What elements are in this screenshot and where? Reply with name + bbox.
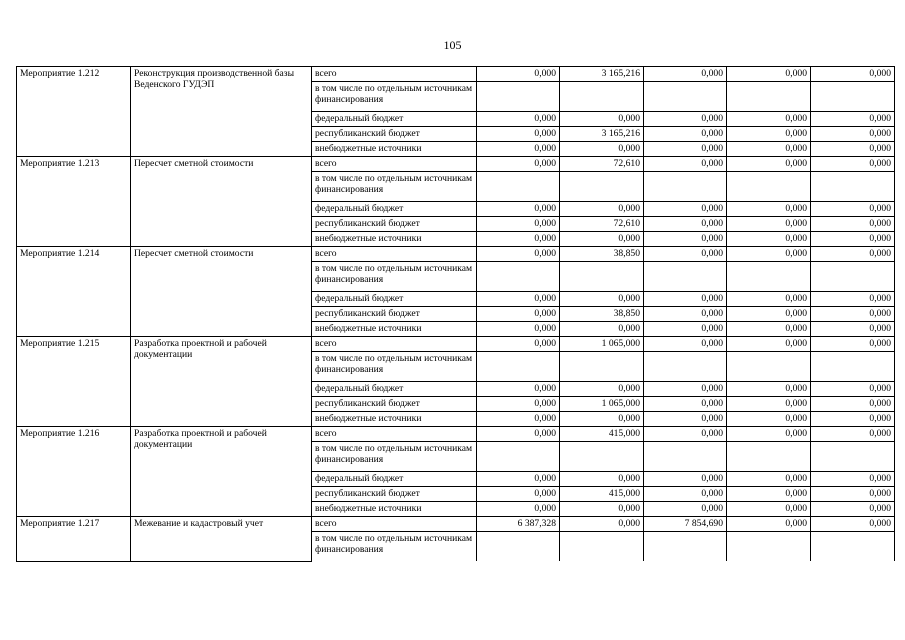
amount-cell: 0,000 <box>811 157 895 172</box>
amount-cell: 0,000 <box>477 487 560 502</box>
amount-cell: 0,000 <box>727 247 811 262</box>
funding-source-cell: всего <box>312 517 477 532</box>
funding-source-cell: в том числе по отдельным источникам финансирования <box>312 262 477 292</box>
amount-cell: 0,000 <box>727 487 811 502</box>
amount-cell: 0,000 <box>727 322 811 337</box>
amount-cell: 0,000 <box>477 472 560 487</box>
amount-cell: 0,000 <box>727 412 811 427</box>
amount-cell: 415,000 <box>560 427 644 442</box>
amount-cell <box>727 442 811 472</box>
amount-cell: 0,000 <box>644 232 727 247</box>
measure-name-cell: Межевание и кадастровый учет <box>131 517 312 562</box>
amount-cell: 0,000 <box>727 397 811 412</box>
amount-cell: 0,000 <box>644 202 727 217</box>
amount-cell <box>727 262 811 292</box>
amount-cell: 1 065,000 <box>560 397 644 412</box>
funding-source-cell: республиканский бюджет <box>312 397 477 412</box>
funding-source-cell: в том числе по отдельным источникам финансирования <box>312 442 477 472</box>
amount-cell: 0,000 <box>477 232 560 247</box>
amount-cell: 0,000 <box>477 202 560 217</box>
funding-source-cell: республиканский бюджет <box>312 307 477 322</box>
budget-table-body <box>17 67 895 562</box>
funding-source-cell: всего <box>312 67 477 82</box>
amount-cell: 3 165,216 <box>560 67 644 82</box>
amount-cell: 6 387,328 <box>477 517 560 532</box>
amount-cell <box>477 352 560 382</box>
amount-cell <box>644 82 727 112</box>
amount-cell: 0,000 <box>727 217 811 232</box>
amount-cell: 0,000 <box>560 322 644 337</box>
funding-source-cell: в том числе по отдельным источникам финансирования <box>312 172 477 202</box>
amount-cell: 0,000 <box>811 322 895 337</box>
table-row <box>17 67 895 82</box>
amount-cell: 0,000 <box>727 142 811 157</box>
amount-cell: 0,000 <box>560 142 644 157</box>
amount-cell: 0,000 <box>727 112 811 127</box>
amount-cell: 0,000 <box>644 307 727 322</box>
amount-cell: 0,000 <box>811 142 895 157</box>
amount-cell: 0,000 <box>811 397 895 412</box>
amount-cell <box>727 82 811 112</box>
amount-cell: 0,000 <box>811 307 895 322</box>
amount-cell: 0,000 <box>727 382 811 397</box>
funding-source-cell: внебюджетные источники <box>312 412 477 427</box>
page-number: 105 <box>443 38 462 52</box>
amount-cell: 0,000 <box>727 232 811 247</box>
amount-cell <box>560 442 644 472</box>
amount-cell <box>644 262 727 292</box>
amount-cell <box>811 262 895 292</box>
funding-source-cell: федеральный бюджет <box>312 472 477 487</box>
amount-cell: 7 854,690 <box>644 517 727 532</box>
amount-cell <box>560 352 644 382</box>
amount-cell: 0,000 <box>811 67 895 82</box>
amount-cell <box>560 82 644 112</box>
amount-cell: 0,000 <box>644 382 727 397</box>
table-row <box>17 337 895 352</box>
amount-cell: 0,000 <box>727 502 811 517</box>
amount-cell: 0,000 <box>811 127 895 142</box>
measure-name-cell: Реконструкция производственной базы Веденского ГУДЭП <box>131 67 312 157</box>
amount-cell: 0,000 <box>477 247 560 262</box>
amount-cell: 0,000 <box>644 157 727 172</box>
amount-cell: 0,000 <box>560 517 644 532</box>
amount-cell: 0,000 <box>644 337 727 352</box>
amount-cell: 0,000 <box>727 337 811 352</box>
amount-cell <box>727 532 811 562</box>
measure-id-cell: Мероприятие 1.217 <box>17 517 131 562</box>
amount-cell: 0,000 <box>644 67 727 82</box>
amount-cell: 72,610 <box>560 217 644 232</box>
amount-cell: 0,000 <box>560 502 644 517</box>
measure-id-cell: Мероприятие 1.214 <box>17 247 131 337</box>
amount-cell: 0,000 <box>560 232 644 247</box>
amount-cell: 0,000 <box>644 292 727 307</box>
amount-cell <box>727 352 811 382</box>
funding-source-cell: республиканский бюджет <box>312 487 477 502</box>
funding-source-cell: в том числе по отдельным источникам финансирования <box>312 352 477 382</box>
table-row <box>17 517 895 532</box>
funding-source-cell: внебюджетные источники <box>312 322 477 337</box>
amount-cell: 0,000 <box>727 517 811 532</box>
amount-cell: 0,000 <box>811 382 895 397</box>
funding-source-cell: внебюджетные источники <box>312 502 477 517</box>
amount-cell <box>727 172 811 202</box>
amount-cell <box>477 532 560 562</box>
measure-id-cell: Мероприятие 1.216 <box>17 427 131 517</box>
budget-table <box>16 66 895 562</box>
amount-cell: 0,000 <box>811 232 895 247</box>
table-row <box>17 427 895 442</box>
amount-cell: 0,000 <box>727 157 811 172</box>
amount-cell <box>477 172 560 202</box>
amount-cell: 0,000 <box>644 112 727 127</box>
amount-cell: 0,000 <box>560 472 644 487</box>
amount-cell <box>811 442 895 472</box>
amount-cell <box>811 82 895 112</box>
measure-id-cell: Мероприятие 1.215 <box>17 337 131 427</box>
amount-cell <box>560 532 644 562</box>
amount-cell: 0,000 <box>811 427 895 442</box>
measure-name-cell: Пересчет сметной стоимости <box>131 247 312 337</box>
amount-cell: 0,000 <box>811 502 895 517</box>
amount-cell: 0,000 <box>644 412 727 427</box>
amount-cell: 0,000 <box>560 292 644 307</box>
measure-id-cell: Мероприятие 1.213 <box>17 157 131 247</box>
amount-cell: 0,000 <box>811 217 895 232</box>
funding-source-cell: в том числе по отдельным источникам финансирования <box>312 82 477 112</box>
amount-cell: 0,000 <box>560 202 644 217</box>
funding-source-cell: федеральный бюджет <box>312 382 477 397</box>
amount-cell: 0,000 <box>811 112 895 127</box>
measure-name-cell: Пересчет сметной стоимости <box>131 157 312 247</box>
measure-id-cell: Мероприятие 1.212 <box>17 67 131 157</box>
amount-cell: 0,000 <box>811 472 895 487</box>
amount-cell: 0,000 <box>477 322 560 337</box>
amount-cell: 0,000 <box>811 517 895 532</box>
amount-cell: 0,000 <box>811 247 895 262</box>
amount-cell: 0,000 <box>644 397 727 412</box>
amount-cell: 0,000 <box>477 397 560 412</box>
table-row <box>17 247 895 262</box>
amount-cell: 0,000 <box>727 472 811 487</box>
amount-cell: 0,000 <box>811 337 895 352</box>
amount-cell <box>644 352 727 382</box>
amount-cell: 0,000 <box>727 67 811 82</box>
funding-source-cell: республиканский бюджет <box>312 127 477 142</box>
funding-source-cell: всего <box>312 427 477 442</box>
amount-cell: 0,000 <box>644 142 727 157</box>
amount-cell: 0,000 <box>477 427 560 442</box>
amount-cell: 0,000 <box>727 292 811 307</box>
funding-source-cell: республиканский бюджет <box>312 217 477 232</box>
amount-cell <box>644 172 727 202</box>
amount-cell: 0,000 <box>644 487 727 502</box>
funding-source-cell: федеральный бюджет <box>312 202 477 217</box>
amount-cell: 0,000 <box>477 502 560 517</box>
amount-cell: 0,000 <box>560 382 644 397</box>
measure-name-cell: Разработка проектной и рабочей документации <box>131 427 312 517</box>
measure-name-cell: Разработка проектной и рабочей документации <box>131 337 312 427</box>
amount-cell: 0,000 <box>477 67 560 82</box>
amount-cell: 0,000 <box>811 202 895 217</box>
amount-cell: 0,000 <box>477 127 560 142</box>
amount-cell: 0,000 <box>560 112 644 127</box>
amount-cell: 0,000 <box>477 142 560 157</box>
amount-cell: 0,000 <box>727 202 811 217</box>
amount-cell: 0,000 <box>727 427 811 442</box>
funding-source-cell: всего <box>312 337 477 352</box>
table-row <box>17 157 895 172</box>
amount-cell: 0,000 <box>477 112 560 127</box>
funding-source-cell: федеральный бюджет <box>312 292 477 307</box>
amount-cell <box>644 532 727 562</box>
funding-source-cell: федеральный бюджет <box>312 112 477 127</box>
amount-cell: 0,000 <box>477 292 560 307</box>
funding-source-cell: внебюджетные источники <box>312 232 477 247</box>
amount-cell: 0,000 <box>811 292 895 307</box>
amount-cell: 72,610 <box>560 157 644 172</box>
amount-cell: 0,000 <box>560 412 644 427</box>
amount-cell: 38,850 <box>560 307 644 322</box>
amount-cell <box>477 262 560 292</box>
funding-source-cell: в том числе по отдельным источникам финансирования <box>312 532 477 562</box>
amount-cell: 1 065,000 <box>560 337 644 352</box>
amount-cell: 0,000 <box>477 382 560 397</box>
amount-cell: 38,850 <box>560 247 644 262</box>
amount-cell: 0,000 <box>644 127 727 142</box>
amount-cell: 415,000 <box>560 487 644 502</box>
amount-cell: 0,000 <box>477 307 560 322</box>
amount-cell: 0,000 <box>644 472 727 487</box>
amount-cell: 0,000 <box>477 412 560 427</box>
amount-cell: 0,000 <box>644 322 727 337</box>
amount-cell <box>811 172 895 202</box>
funding-source-cell: всего <box>312 247 477 262</box>
amount-cell: 0,000 <box>811 412 895 427</box>
amount-cell <box>477 442 560 472</box>
amount-cell: 0,000 <box>644 502 727 517</box>
amount-cell <box>560 172 644 202</box>
funding-source-cell: всего <box>312 157 477 172</box>
amount-cell: 0,000 <box>644 427 727 442</box>
amount-cell <box>811 532 895 562</box>
amount-cell: 0,000 <box>644 217 727 232</box>
amount-cell: 0,000 <box>644 247 727 262</box>
amount-cell <box>560 262 644 292</box>
amount-cell <box>477 82 560 112</box>
amount-cell <box>811 352 895 382</box>
amount-cell: 0,000 <box>477 157 560 172</box>
amount-cell: 0,000 <box>477 217 560 232</box>
amount-cell: 3 165,216 <box>560 127 644 142</box>
amount-cell: 0,000 <box>727 127 811 142</box>
amount-cell <box>644 442 727 472</box>
funding-source-cell: внебюджетные источники <box>312 142 477 157</box>
amount-cell: 0,000 <box>727 307 811 322</box>
amount-cell: 0,000 <box>477 337 560 352</box>
amount-cell: 0,000 <box>811 487 895 502</box>
